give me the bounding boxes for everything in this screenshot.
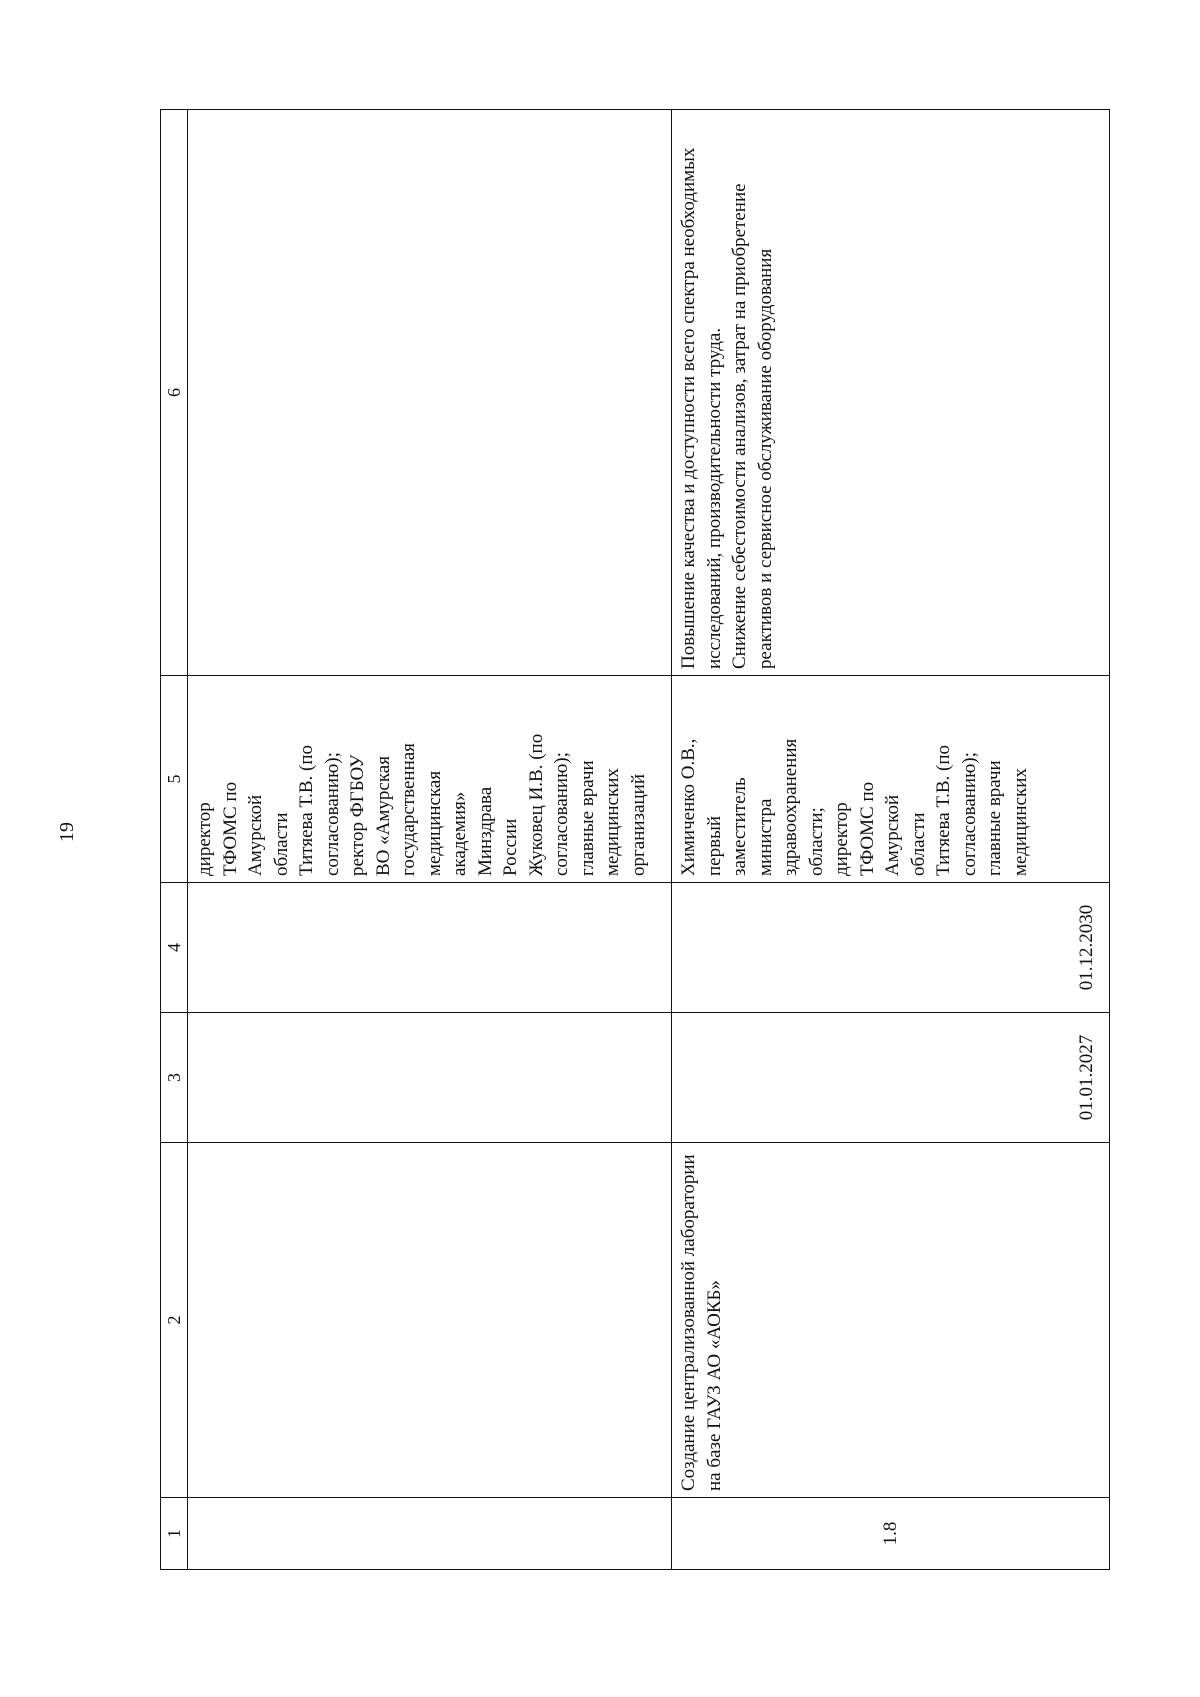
responsible-line: Амурской — [245, 794, 266, 876]
column-header-5: 5 — [161, 676, 188, 883]
responsible-line: Амурской — [882, 794, 904, 876]
responsible-line: Титяева Т.В. (по — [296, 744, 317, 876]
result-text-2: Снижение себестоимости анализов, затрат на приобретение реактивов и сервисное обслуживание оборудования — [729, 183, 776, 669]
responsible-line: Минздрава — [474, 786, 496, 876]
column-number-row — [161, 110, 188, 1570]
responsible-line: области — [270, 812, 292, 876]
responsible-line: согласованию); — [958, 752, 980, 876]
cell-continued-number — [188, 1498, 672, 1570]
column-header-4: 4 — [161, 883, 188, 1013]
responsible-line: организаций — [627, 773, 649, 876]
responsible-line: здравоохранения — [780, 738, 802, 876]
responsible-line: Жуковец И.В. (по — [525, 733, 547, 876]
responsible-line: России — [500, 818, 521, 876]
cell-start-date: 01.01.2027 — [672, 1013, 1110, 1143]
cell-end-date: 01.12.2030 — [672, 883, 1110, 1013]
cell-expected-result — [672, 110, 1110, 676]
cell-responsible — [672, 676, 1110, 883]
responsible-line: области — [907, 812, 929, 876]
responsible-line: согласованию); — [321, 752, 343, 876]
responsible-line: ВО «Амурская — [372, 756, 394, 876]
responsible-line: ректор ФГБОУ — [347, 754, 368, 876]
responsible-line: согласованию); — [551, 752, 572, 876]
responsible-line: заместитель — [729, 777, 751, 876]
cell-continued-start — [188, 1013, 672, 1143]
responsible-line: главные врачи — [576, 760, 598, 876]
column-header-3: 3 — [161, 1013, 188, 1143]
responsible-line: медицинских — [1009, 768, 1031, 876]
responsible-line: Титяева Т.В. (по — [933, 744, 955, 876]
responsible-line: академия» — [449, 791, 470, 876]
activities-table — [160, 109, 1110, 1570]
responsible-line: медицинских — [602, 768, 623, 876]
column-header-6: 6 — [161, 110, 188, 676]
table-row-continued — [188, 110, 672, 1570]
responsible-line: министра — [754, 798, 776, 876]
page-number: 19 — [56, 822, 78, 842]
cell-item-number: 1.8 — [672, 1498, 1110, 1570]
cell-item-name: Создание централизованной лаборатории на базе ГАУЗ АО «АОКБ» — [672, 1143, 1110, 1498]
cell-continued-responsible — [188, 676, 672, 883]
column-header-2: 2 — [161, 1143, 188, 1498]
responsible-line: области; — [805, 807, 827, 876]
cell-continued-result — [188, 110, 672, 676]
responsible-line: ТФОМС по — [219, 781, 241, 876]
responsible-line: директор — [831, 802, 853, 876]
column-header-1: 1 — [161, 1498, 188, 1570]
cell-continued-end — [188, 883, 672, 1013]
responsible-line: главные врачи — [984, 760, 1006, 876]
cell-continued-name — [188, 1143, 672, 1498]
responsible-line: первый — [703, 815, 725, 876]
responsible-line: ТФОМС по — [856, 781, 878, 876]
responsible-line: государственная — [398, 743, 419, 876]
responsible-line: директор — [194, 802, 215, 876]
responsible-line: Химиченко О.В., — [678, 738, 700, 876]
table-row-1-8 — [672, 110, 1110, 1570]
responsible-line: медицинская — [423, 770, 445, 876]
rotated-table-container — [160, 110, 1110, 1570]
result-text-1: Повышение качества и доступности всего спектра необходимых исследований, производительности труда. — [678, 147, 725, 669]
